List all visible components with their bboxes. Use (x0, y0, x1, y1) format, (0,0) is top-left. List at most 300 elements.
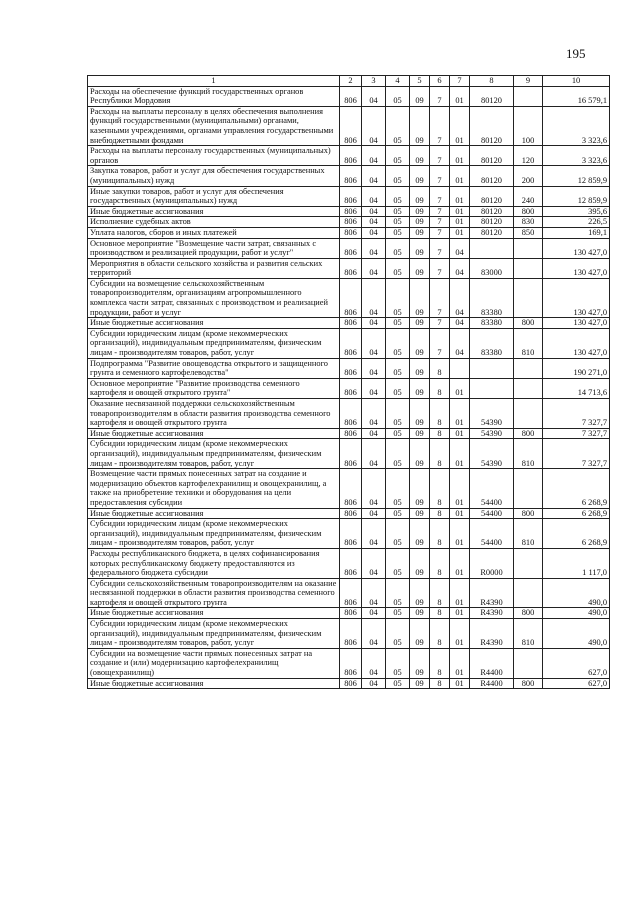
row-code-cell: 83380 (470, 318, 514, 329)
row-name-cell: Оказание несвязанной поддержки сельскохозяйственным товаропроизводителям в области развития производства семенного картофеля и овощей открытого грунта (88, 399, 340, 429)
row-code-cell: 83380 (470, 278, 514, 317)
row-code-cell: 100 (514, 106, 543, 145)
row-name-cell: Иные бюджетные ассигнования (88, 428, 340, 439)
row-code-cell: 04 (362, 678, 386, 689)
row-code-cell: 09 (410, 508, 430, 519)
column-header-5: 5 (410, 76, 430, 87)
row-name-cell: Мероприятия в области сельского хозяйства и развития сельских территорий (88, 258, 340, 278)
row-code-cell: 04 (362, 86, 386, 106)
row-code-cell: 09 (410, 439, 430, 469)
row-code-cell: 800 (514, 428, 543, 439)
row-code-cell: 04 (362, 548, 386, 578)
row-code-cell: 806 (340, 258, 362, 278)
row-name-cell: Уплата налогов, сборов и иных платежей (88, 227, 340, 238)
row-code-cell: 800 (514, 678, 543, 689)
row-code-cell: R4390 (470, 619, 514, 649)
row-code-cell: 7 (430, 278, 450, 317)
row-code-cell: 04 (362, 519, 386, 549)
row-code-cell: 04 (362, 206, 386, 217)
row-code-cell: 01 (450, 146, 470, 166)
table-row (88, 678, 610, 689)
row-code-cell: 01 (450, 469, 470, 508)
row-code-cell: 05 (386, 238, 410, 258)
row-code-cell: 09 (410, 648, 430, 678)
row-code-cell: 810 (514, 439, 543, 469)
row-code-cell: 800 (514, 206, 543, 217)
row-amount-cell: 1 117,0 (543, 548, 610, 578)
row-name-cell: Субсидии юридическим лицам (кроме некоммерческих организаций), индивидуальным предпринимателям, физическим лицам - производителям товаров, работ, услуг (88, 328, 340, 358)
page-number: 195 (566, 46, 586, 61)
row-code-cell: 80120 (470, 86, 514, 106)
row-name-cell: Расходы республиканского бюджета, в целях софинансирования которых республиканскому бюджету предоставляются из федерального бюджета субсидии (88, 548, 340, 578)
row-code-cell: 810 (514, 328, 543, 358)
row-code-cell: 8 (430, 608, 450, 619)
row-code-cell: 05 (386, 318, 410, 329)
row-code-cell: 806 (340, 469, 362, 508)
row-code-cell: 09 (410, 428, 430, 439)
table-row (88, 469, 610, 508)
row-code-cell: 04 (362, 358, 386, 378)
table-row (88, 86, 610, 106)
row-code-cell: 09 (410, 278, 430, 317)
row-code-cell: 54390 (470, 399, 514, 429)
row-code-cell: 05 (386, 206, 410, 217)
row-code-cell (514, 238, 543, 258)
row-code-cell: 810 (514, 519, 543, 549)
row-code-cell: 8 (430, 469, 450, 508)
row-code-cell: 8 (430, 519, 450, 549)
row-code-cell: 05 (386, 278, 410, 317)
row-amount-cell: 12 859,9 (543, 166, 610, 186)
row-code-cell: 05 (386, 106, 410, 145)
table-row (88, 548, 610, 578)
row-code-cell: 09 (410, 328, 430, 358)
row-code-cell: 80120 (470, 166, 514, 186)
row-code-cell: 04 (362, 227, 386, 238)
row-code-cell: 09 (410, 548, 430, 578)
row-amount-cell: 130 427,0 (543, 238, 610, 258)
row-code-cell: R4400 (470, 648, 514, 678)
row-code-cell: 01 (450, 648, 470, 678)
row-name-cell: Расходы на выплаты персоналу в целях обеспечения выполнения функций государственными (муниципальными) органами, казенными учреждениями, органами управления государственными внебюджетными фондами (88, 106, 340, 145)
row-amount-cell: 395,6 (543, 206, 610, 217)
row-code-cell: 09 (410, 378, 430, 398)
row-code-cell: 05 (386, 258, 410, 278)
row-code-cell: 806 (340, 106, 362, 145)
table-row (88, 608, 610, 619)
row-code-cell: 04 (362, 106, 386, 145)
row-code-cell: 09 (410, 678, 430, 689)
row-amount-cell: 7 327,7 (543, 399, 610, 429)
row-code-cell: 04 (362, 166, 386, 186)
row-code-cell: 7 (430, 258, 450, 278)
row-code-cell: 806 (340, 578, 362, 608)
table-row (88, 278, 610, 317)
row-code-cell (514, 548, 543, 578)
row-code-cell: 09 (410, 238, 430, 258)
row-name-cell: Подпрограмма "Развитие овощеводства открытого и защищенного грунта и семенного картофелеводства" (88, 358, 340, 378)
row-code-cell (470, 238, 514, 258)
row-code-cell: 09 (410, 578, 430, 608)
row-code-cell: 01 (450, 217, 470, 228)
row-code-cell: 04 (362, 619, 386, 649)
row-code-cell: 806 (340, 358, 362, 378)
row-code-cell: 04 (362, 608, 386, 619)
row-code-cell: 806 (340, 619, 362, 649)
row-code-cell: 04 (450, 238, 470, 258)
row-code-cell: 80120 (470, 206, 514, 217)
row-code-cell: 05 (386, 608, 410, 619)
row-code-cell: 850 (514, 227, 543, 238)
row-name-cell: Иные бюджетные ассигнования (88, 608, 340, 619)
row-code-cell: 806 (340, 186, 362, 206)
row-name-cell: Субсидии юридическим лицам (кроме некоммерческих организаций), индивидуальным предпринимателям, физическим лицам - производителям товаров, работ, услуг (88, 619, 340, 649)
row-name-cell: Исполнение судебных актов (88, 217, 340, 228)
row-code-cell: 806 (340, 146, 362, 166)
row-code-cell (470, 358, 514, 378)
table-row (88, 358, 610, 378)
row-code-cell: 120 (514, 146, 543, 166)
row-amount-cell: 490,0 (543, 619, 610, 649)
row-code-cell: 54400 (470, 519, 514, 549)
row-code-cell: 05 (386, 358, 410, 378)
row-code-cell: 54400 (470, 469, 514, 508)
row-code-cell: R4400 (470, 678, 514, 689)
row-code-cell: 54400 (470, 508, 514, 519)
table-row (88, 648, 610, 678)
row-amount-cell: 627,0 (543, 678, 610, 689)
row-code-cell: 04 (450, 328, 470, 358)
row-amount-cell: 627,0 (543, 648, 610, 678)
row-code-cell: 01 (450, 166, 470, 186)
row-code-cell: 05 (386, 469, 410, 508)
row-code-cell: 09 (410, 146, 430, 166)
row-name-cell: Иные закупки товаров, работ и услуг для обеспечения государственных (муниципальных) нужд (88, 186, 340, 206)
row-code-cell: 7 (430, 217, 450, 228)
row-code-cell: 01 (450, 378, 470, 398)
row-code-cell: 7 (430, 206, 450, 217)
table-row (88, 217, 610, 228)
row-code-cell: 01 (450, 86, 470, 106)
table-row (88, 578, 610, 608)
row-code-cell: 7 (430, 166, 450, 186)
row-name-cell: Закупка товаров, работ и услуг для обеспечения государственных (муниципальных) нужд (88, 166, 340, 186)
row-code-cell: 7 (430, 328, 450, 358)
row-code-cell: 806 (340, 678, 362, 689)
table-row (88, 166, 610, 186)
row-code-cell: 54390 (470, 428, 514, 439)
row-code-cell: 01 (450, 227, 470, 238)
row-code-cell: 806 (340, 278, 362, 317)
table-row (88, 227, 610, 238)
row-code-cell: 09 (410, 217, 430, 228)
row-code-cell: R4390 (470, 578, 514, 608)
row-name-cell: Расходы на обеспечение функций государственных органов Республики Мордовия (88, 86, 340, 106)
row-code-cell: 05 (386, 217, 410, 228)
row-code-cell: 8 (430, 619, 450, 649)
row-code-cell: 05 (386, 328, 410, 358)
row-code-cell: 01 (450, 439, 470, 469)
column-header-row (88, 76, 610, 87)
row-code-cell: R4390 (470, 608, 514, 619)
row-amount-cell: 6 268,9 (543, 469, 610, 508)
row-code-cell: 54390 (470, 439, 514, 469)
row-name-cell: Расходы на выплаты персоналу государственных (муниципальных) органов (88, 146, 340, 166)
row-code-cell: 80120 (470, 186, 514, 206)
row-code-cell: 806 (340, 508, 362, 519)
row-amount-cell: 490,0 (543, 608, 610, 619)
row-name-cell: Субсидии юридическим лицам (кроме некоммерческих организаций), индивидуальным предпринимателям, физическим лицам - производителям товаров, работ, услуг (88, 439, 340, 469)
column-header-3: 3 (362, 76, 386, 87)
row-amount-cell: 7 327,7 (543, 439, 610, 469)
row-code-cell: 04 (362, 578, 386, 608)
row-amount-cell: 12 859,9 (543, 186, 610, 206)
row-name-cell: Иные бюджетные ассигнования (88, 318, 340, 329)
row-name-cell: Возмещение части прямых понесенных затрат на создание и модернизацию объектов картофелехранилищ и овощехранилищ, а также на приобретение техники и оборудования на цели предоставления субсидии (88, 469, 340, 508)
row-code-cell: 05 (386, 146, 410, 166)
row-amount-cell: 169,1 (543, 227, 610, 238)
row-code-cell: 7 (430, 318, 450, 329)
row-code-cell: 80120 (470, 217, 514, 228)
row-code-cell: 04 (362, 378, 386, 398)
row-code-cell: 09 (410, 619, 430, 649)
row-code-cell: 806 (340, 328, 362, 358)
row-code-cell: 8 (430, 428, 450, 439)
row-code-cell: 01 (450, 508, 470, 519)
row-code-cell: 04 (362, 508, 386, 519)
row-code-cell: 09 (410, 186, 430, 206)
row-amount-cell: 130 427,0 (543, 258, 610, 278)
row-code-cell: 806 (340, 378, 362, 398)
column-header-10: 10 (543, 76, 610, 87)
row-code-cell: 09 (410, 106, 430, 145)
row-code-cell: 04 (362, 186, 386, 206)
table-row (88, 508, 610, 519)
row-amount-cell: 130 427,0 (543, 278, 610, 317)
row-code-cell: 05 (386, 508, 410, 519)
row-code-cell: 806 (340, 439, 362, 469)
row-code-cell: 05 (386, 399, 410, 429)
table-row (88, 619, 610, 649)
row-code-cell: 01 (450, 519, 470, 549)
row-name-cell: Субсидии сельскохозяйственным товаропроизводителям на оказание несвязанной поддержки в области развития производства семенного картофеля и овощей открытого грунта (88, 578, 340, 608)
row-amount-cell: 226,5 (543, 217, 610, 228)
row-code-cell: 04 (362, 318, 386, 329)
row-code-cell: 806 (340, 608, 362, 619)
row-name-cell: Субсидии на возмещение сельскохозяйственным товаропроизводителям, организациям агропромышленного комплекса части затрат, связанных с производством и реализацией продукции, работ и услуг (88, 278, 340, 317)
row-code-cell: 04 (450, 318, 470, 329)
table-row (88, 146, 610, 166)
row-code-cell: 01 (450, 548, 470, 578)
row-amount-cell: 130 427,0 (543, 328, 610, 358)
row-code-cell: 7 (430, 106, 450, 145)
row-code-cell: 8 (430, 508, 450, 519)
row-amount-cell: 3 323,6 (543, 106, 610, 145)
row-code-cell: 01 (450, 399, 470, 429)
row-name-cell: Иные бюджетные ассигнования (88, 508, 340, 519)
table-row (88, 328, 610, 358)
row-code-cell: 09 (410, 519, 430, 549)
row-code-cell: 8 (430, 548, 450, 578)
row-code-cell: 80120 (470, 227, 514, 238)
column-header-6: 6 (430, 76, 450, 87)
row-code-cell: 04 (362, 428, 386, 439)
row-code-cell: 05 (386, 548, 410, 578)
row-code-cell: 01 (450, 186, 470, 206)
row-amount-cell: 190 271,0 (543, 358, 610, 378)
row-code-cell: 04 (450, 278, 470, 317)
row-code-cell: 8 (430, 648, 450, 678)
row-code-cell: 01 (450, 619, 470, 649)
row-code-cell: 806 (340, 206, 362, 217)
row-code-cell: 800 (514, 608, 543, 619)
row-code-cell: 01 (450, 428, 470, 439)
row-amount-cell: 16 579,1 (543, 86, 610, 106)
column-header-8: 8 (470, 76, 514, 87)
row-code-cell: 806 (340, 428, 362, 439)
row-code-cell: 200 (514, 166, 543, 186)
column-header-9: 9 (514, 76, 543, 87)
row-code-cell (514, 258, 543, 278)
row-amount-cell: 130 427,0 (543, 318, 610, 329)
row-code-cell (514, 578, 543, 608)
row-name-cell: Основное мероприятие "Развитие производства семенного картофеля и овощей открытого грунта" (88, 378, 340, 398)
row-code-cell: 8 (430, 678, 450, 689)
row-code-cell: 83380 (470, 328, 514, 358)
row-code-cell (514, 358, 543, 378)
row-code-cell: 01 (450, 206, 470, 217)
row-code-cell: 05 (386, 186, 410, 206)
row-code-cell (514, 378, 543, 398)
row-code-cell: 09 (410, 258, 430, 278)
row-code-cell: 8 (430, 578, 450, 608)
row-code-cell: 04 (450, 258, 470, 278)
row-amount-cell: 490,0 (543, 578, 610, 608)
column-header-1: 1 (88, 76, 340, 87)
row-code-cell: 806 (340, 519, 362, 549)
row-code-cell (514, 399, 543, 429)
row-code-cell: 806 (340, 399, 362, 429)
row-code-cell: 810 (514, 619, 543, 649)
row-code-cell: 806 (340, 86, 362, 106)
budget-table (87, 75, 610, 689)
row-code-cell: 806 (340, 238, 362, 258)
row-name-cell: Иные бюджетные ассигнования (88, 206, 340, 217)
table-row (88, 439, 610, 469)
table-row (88, 318, 610, 329)
row-code-cell: 05 (386, 166, 410, 186)
table-row (88, 206, 610, 217)
row-code-cell: 01 (450, 106, 470, 145)
row-code-cell: 05 (386, 86, 410, 106)
row-code-cell: 09 (410, 86, 430, 106)
row-code-cell (514, 86, 543, 106)
row-code-cell: 240 (514, 186, 543, 206)
row-code-cell: 09 (410, 166, 430, 186)
row-code-cell (514, 278, 543, 317)
row-code-cell: 09 (410, 227, 430, 238)
row-amount-cell: 3 323,6 (543, 146, 610, 166)
row-code-cell: 01 (450, 578, 470, 608)
row-code-cell: 7 (430, 146, 450, 166)
row-code-cell: 806 (340, 648, 362, 678)
row-code-cell: 7 (430, 227, 450, 238)
row-name-cell: Субсидии на возмещение части прямых понесенных затрат на создание и (или) модернизацию картофелехранилищ (овощехранилищ) (88, 648, 340, 678)
row-code-cell (470, 378, 514, 398)
row-code-cell: 09 (410, 399, 430, 429)
row-code-cell: 04 (362, 258, 386, 278)
table-row (88, 106, 610, 145)
row-name-cell: Иные бюджетные ассигнования (88, 678, 340, 689)
row-code-cell: 05 (386, 439, 410, 469)
table-row (88, 378, 610, 398)
row-code-cell: 806 (340, 227, 362, 238)
row-code-cell: 806 (340, 217, 362, 228)
column-header-7: 7 (450, 76, 470, 87)
table-row (88, 519, 610, 549)
row-code-cell: 05 (386, 519, 410, 549)
row-code-cell (450, 358, 470, 378)
row-code-cell: 05 (386, 378, 410, 398)
table-row (88, 186, 610, 206)
row-code-cell: 01 (450, 678, 470, 689)
row-amount-cell: 6 268,9 (543, 508, 610, 519)
row-code-cell: 05 (386, 648, 410, 678)
row-code-cell: 05 (386, 619, 410, 649)
row-code-cell: 800 (514, 508, 543, 519)
row-code-cell: 04 (362, 469, 386, 508)
row-code-cell: 04 (362, 278, 386, 317)
row-code-cell: 83000 (470, 258, 514, 278)
table-row (88, 238, 610, 258)
row-code-cell: 7 (430, 86, 450, 106)
column-header-4: 4 (386, 76, 410, 87)
row-code-cell: R0000 (470, 548, 514, 578)
row-code-cell: 04 (362, 439, 386, 469)
row-code-cell: 01 (450, 608, 470, 619)
row-code-cell: 8 (430, 358, 450, 378)
table-row (88, 428, 610, 439)
row-name-cell: Субсидии юридическим лицам (кроме некоммерческих организаций), индивидуальным предпринимателям, физическим лицам - производителям товаров, работ, услуг (88, 519, 340, 549)
row-code-cell: 09 (410, 206, 430, 217)
row-code-cell: 04 (362, 328, 386, 358)
row-code-cell: 7 (430, 238, 450, 258)
row-code-cell: 8 (430, 378, 450, 398)
row-code-cell: 09 (410, 318, 430, 329)
row-code-cell: 80120 (470, 106, 514, 145)
row-code-cell: 800 (514, 318, 543, 329)
row-code-cell: 04 (362, 146, 386, 166)
row-amount-cell: 14 713,6 (543, 378, 610, 398)
row-code-cell: 806 (340, 548, 362, 578)
table-row (88, 399, 610, 429)
row-code-cell: 80120 (470, 146, 514, 166)
row-code-cell: 05 (386, 227, 410, 238)
row-code-cell: 09 (410, 608, 430, 619)
row-code-cell: 7 (430, 186, 450, 206)
row-code-cell: 05 (386, 428, 410, 439)
row-name-cell: Основное мероприятие "Возмещение части затрат, связанных с производством и реализацией продукции, работ и услуг" (88, 238, 340, 258)
row-code-cell: 806 (340, 318, 362, 329)
row-code-cell: 8 (430, 399, 450, 429)
row-code-cell: 830 (514, 217, 543, 228)
row-amount-cell: 6 268,9 (543, 519, 610, 549)
row-code-cell: 04 (362, 238, 386, 258)
row-code-cell: 09 (410, 358, 430, 378)
row-code-cell: 04 (362, 399, 386, 429)
row-code-cell (514, 469, 543, 508)
row-code-cell: 09 (410, 469, 430, 508)
